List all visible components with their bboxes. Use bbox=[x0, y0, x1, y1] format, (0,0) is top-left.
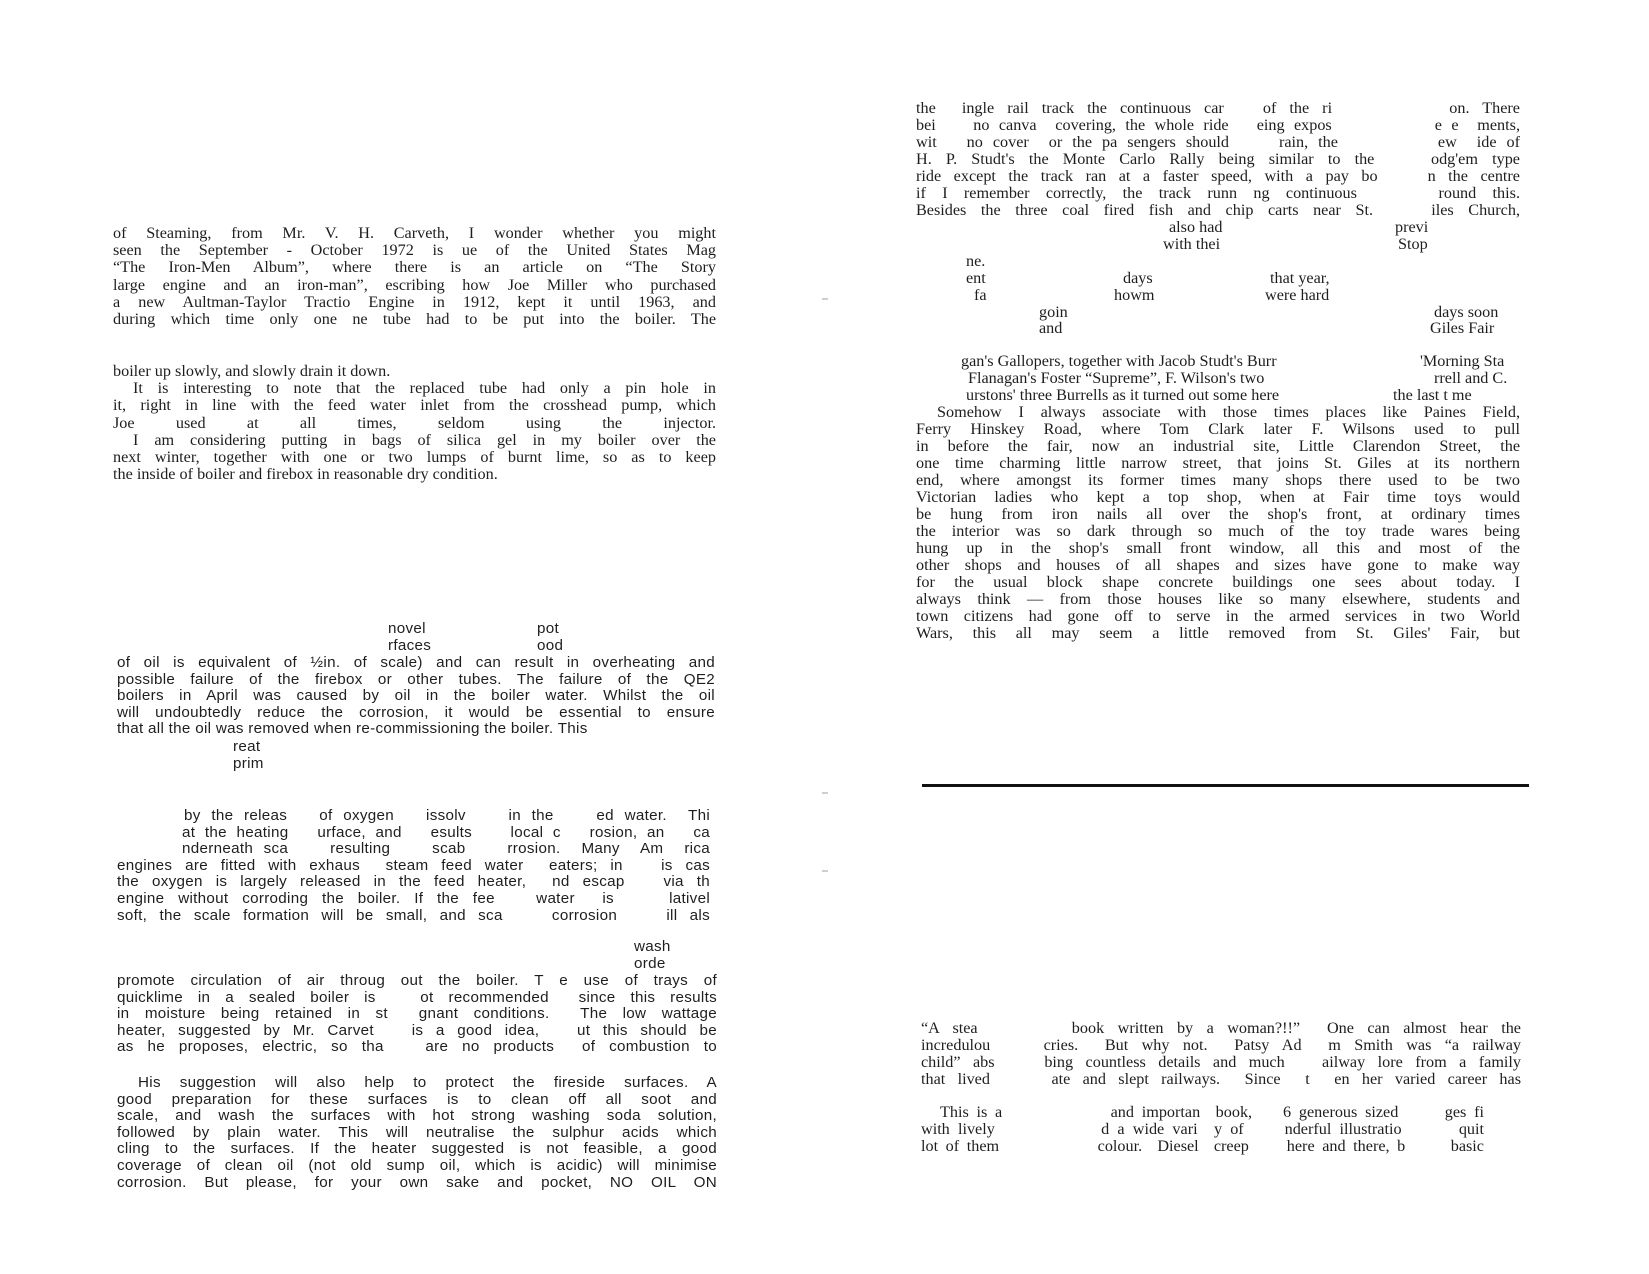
text-line: will undoubtedly reduce the corrosion, it would be essential to ensure bbox=[117, 703, 715, 721]
text-line: with thei bbox=[1163, 235, 1221, 253]
text-line: and bbox=[1039, 319, 1063, 337]
text-line: were hard bbox=[1265, 286, 1330, 304]
text-line: Ferry Hinskey Road, where Tom Clark later F. Wilsons used to pull bbox=[916, 420, 1520, 438]
text-line: boilers in April was caused by oil in the boiler water. Whilst the oil bbox=[117, 687, 715, 705]
text-line: corrosion. But please, for your own sake and pocket, NO OIL ON bbox=[117, 1173, 717, 1191]
text-line: days bbox=[1123, 269, 1153, 287]
text-line: with lively d a wide vari y of nderful illustratio quit bbox=[921, 1120, 1484, 1138]
text-line: the last t me bbox=[1393, 386, 1472, 404]
text-line: next winter, together with one or two lumps of burnt lime, so as to keep bbox=[113, 448, 716, 466]
text-line: be hung from iron nails all over the shop's front, at ordinary times bbox=[916, 505, 1520, 523]
text-line: prim bbox=[233, 755, 264, 772]
text-line: engines are fitted with exhaus steam feed water eaters; in is cas bbox=[117, 856, 710, 874]
text-line: soft, the scale formation will be small, and sca corrosion ill als bbox=[117, 906, 710, 924]
text-line: the inside of boiler and firebox in reasonable dry condition. bbox=[113, 465, 498, 484]
text-line: lot of them colour. Diesel creep here and there, b basic bbox=[921, 1137, 1484, 1155]
text-line: It is interesting to note that the replaced tube had only a pin hole in bbox=[133, 379, 716, 398]
text-line: reat bbox=[233, 738, 261, 755]
text-line: “A stea book written by a woman?!!” One can almost hear the bbox=[921, 1019, 1521, 1037]
text-line: Besides the three coal fired fish and chip carts near St. iles Church, bbox=[916, 201, 1520, 219]
text-line: cling to the surfaces. If the heater suggested is not feasible, a good bbox=[117, 1140, 717, 1158]
text-line: Somehow I always associate with those times places like Paines Field, bbox=[937, 403, 1520, 421]
fold-mark bbox=[822, 298, 828, 300]
text-line: novel bbox=[388, 620, 426, 637]
text-line: the ingle rail track the continuous car of the ri on. There bbox=[916, 99, 1520, 117]
text-line: coverage of clean oil (not old sump oil, which is acidic) will minimise bbox=[117, 1157, 717, 1174]
text-line: that year, bbox=[1270, 269, 1330, 287]
text-line: Wars, this all may seem a little removed from St. Giles' Fair, but bbox=[916, 624, 1520, 642]
text-line: for the usual block shape concrete buildings one sees about today. I bbox=[916, 573, 1520, 591]
text-line: Victorian ladies who kept a top shop, when at Fair time toys would bbox=[916, 488, 1520, 506]
fold-mark bbox=[822, 792, 828, 794]
text-line: H. P. Studt's the Monte Carlo Rally being similar to the odg'em type bbox=[916, 150, 1520, 168]
text-line: also had bbox=[1169, 218, 1223, 236]
text-line: I am considering putting in bags of silica gel in my boiler over the bbox=[133, 430, 716, 449]
text-line: orde bbox=[634, 955, 666, 972]
text-line: it, right in line with the feed water inlet from the crosshead pump, which bbox=[113, 396, 716, 415]
text-line: the interior was so dark through so much of the toy trade wares being bbox=[916, 522, 1520, 540]
text-line: of Steaming, from Mr. V. H. Carveth, I wonder whether you might bbox=[113, 224, 716, 242]
text-line: seen the September - October 1972 is ue of the United States Mag bbox=[113, 241, 716, 260]
text-line: at the heating urface, and esults local c rosion, an ca bbox=[182, 823, 710, 841]
text-line: during which time only one ne tube had to be put into the boiler. The bbox=[113, 310, 716, 328]
text-line: Joe used at all times, seldom using the injector. bbox=[113, 413, 716, 432]
text-line: of oil is equivalent of ½in. of scale) and can result in overheating and bbox=[117, 654, 715, 671]
text-line: heater, suggested by Mr. Carvet is a good idea, ut this should be bbox=[117, 1021, 717, 1039]
text-line: in before the fair, now an industrial site, Little Clarendon Street, the bbox=[916, 437, 1520, 455]
text-line: hung up in the shop's small front window, all this and most of the bbox=[916, 539, 1520, 557]
text-line: scale, and wash the surfaces with hot strong washing soda solution, bbox=[117, 1107, 717, 1125]
text-line: howm bbox=[1114, 286, 1155, 304]
text-line: town citizens had gone off to serve in the armed services in two World bbox=[916, 607, 1520, 625]
text-line: that all the oil was removed when re-commissioning the boiler. This bbox=[117, 720, 588, 738]
text-line: ride except the track ran at a faster speed, with a pay bo n the centre bbox=[916, 167, 1520, 185]
text-line: days soon bbox=[1434, 303, 1499, 321]
text-line: This is a and importan book, 6 generous sized ges fi bbox=[940, 1103, 1484, 1121]
text-line: urstons' three Burrells as it turned out some here bbox=[966, 386, 1280, 404]
text-line: nderneath sca resulting scab rrosion. Many Am rica bbox=[182, 840, 710, 858]
text-line: engine without corroding the boiler. If the fee water is lativel bbox=[117, 890, 710, 907]
text-line: bei no canva covering, the whole ride eing expos e e ments, bbox=[916, 116, 1520, 134]
text-line: Flanagan's Foster “Supreme”, F. Wilson's two bbox=[968, 369, 1265, 387]
text-line: His suggestion will also help to protect the fireside surfaces. A bbox=[138, 1074, 717, 1091]
text-line: if I remember correctly, the track runn ng continuous round this. bbox=[916, 184, 1520, 202]
text-line: end, where amongst its former times many shops there used to be two bbox=[916, 471, 1520, 489]
text-line: quicklime in a sealed boiler is ot recommended since this results bbox=[117, 988, 717, 1006]
text-line: 'Morning Sta bbox=[1420, 352, 1505, 370]
text-line: child” abs bing countless details and much ailway lore from a family bbox=[921, 1053, 1521, 1071]
text-line: previ bbox=[1395, 218, 1429, 236]
text-line: wash bbox=[634, 938, 671, 955]
text-line: possible failure of the firebox or other tubes. The failure of the QE2 bbox=[117, 670, 715, 688]
text-line: the oxygen is largely released in the feed heater, nd escap via th bbox=[117, 873, 710, 891]
text-line: ent bbox=[966, 269, 986, 287]
text-line: rrell and C. bbox=[1434, 369, 1508, 387]
text-line: wit no cover or the pa sengers should rain, the ew ide of bbox=[916, 133, 1520, 151]
text-line: goin bbox=[1039, 303, 1068, 321]
text-line: good preparation for these surfaces is to clean off all soot and bbox=[117, 1090, 717, 1108]
text-line: Giles Fair bbox=[1430, 319, 1495, 337]
text-line: in moisture being retained in st gnant conditions. The low wattage bbox=[117, 1005, 717, 1023]
text-line: one time charming little narrow street, that joins St. Giles at its northern bbox=[916, 454, 1520, 472]
text-line: gan's Gallopers, together with Jacob Studt's Burr bbox=[961, 352, 1277, 370]
text-line: ne. bbox=[966, 252, 986, 270]
text-line: fa bbox=[974, 286, 987, 304]
text-line: as he proposes, electric, so tha are no products of combustion to bbox=[117, 1038, 717, 1056]
text-line: always think — from those houses like so many elsewhere, students and bbox=[916, 590, 1520, 608]
text-line: ood bbox=[537, 637, 564, 654]
text-line: Stop bbox=[1398, 235, 1428, 253]
text-line: a new Aultman-Taylor Tractio Engine in 1912, kept it until 1963, and bbox=[113, 292, 716, 311]
text-line: large engine and an iron-man”, escribing how Joe Miller who purchased bbox=[113, 275, 716, 294]
text-line: followed by plain water. This will neutralise the sulphur acids which bbox=[117, 1123, 717, 1141]
text-line: “The Iron-Men Album”, where there is an article on “The Story bbox=[113, 258, 716, 277]
text-line: that lived ate and slept railways. Since t en her varied career has bbox=[921, 1070, 1521, 1088]
text-line: incredulou cries. But why not. Patsy Ad m Smith was “a railway bbox=[921, 1036, 1521, 1054]
text-line: pot bbox=[537, 620, 560, 637]
text-line: other shops and houses of all shapes and sizes have gone to make way bbox=[916, 556, 1520, 574]
text-line: promote circulation of air throug out the boiler. T e use of trays of bbox=[117, 972, 717, 989]
horizontal-rule bbox=[922, 784, 1529, 787]
text-line: rfaces bbox=[388, 637, 432, 654]
text-line: by the releas of oxygen issolv in the ed water. Thi bbox=[184, 807, 710, 824]
text-line: boiler up slowly, and slowly drain it down. bbox=[113, 362, 391, 380]
fold-mark bbox=[822, 870, 828, 872]
